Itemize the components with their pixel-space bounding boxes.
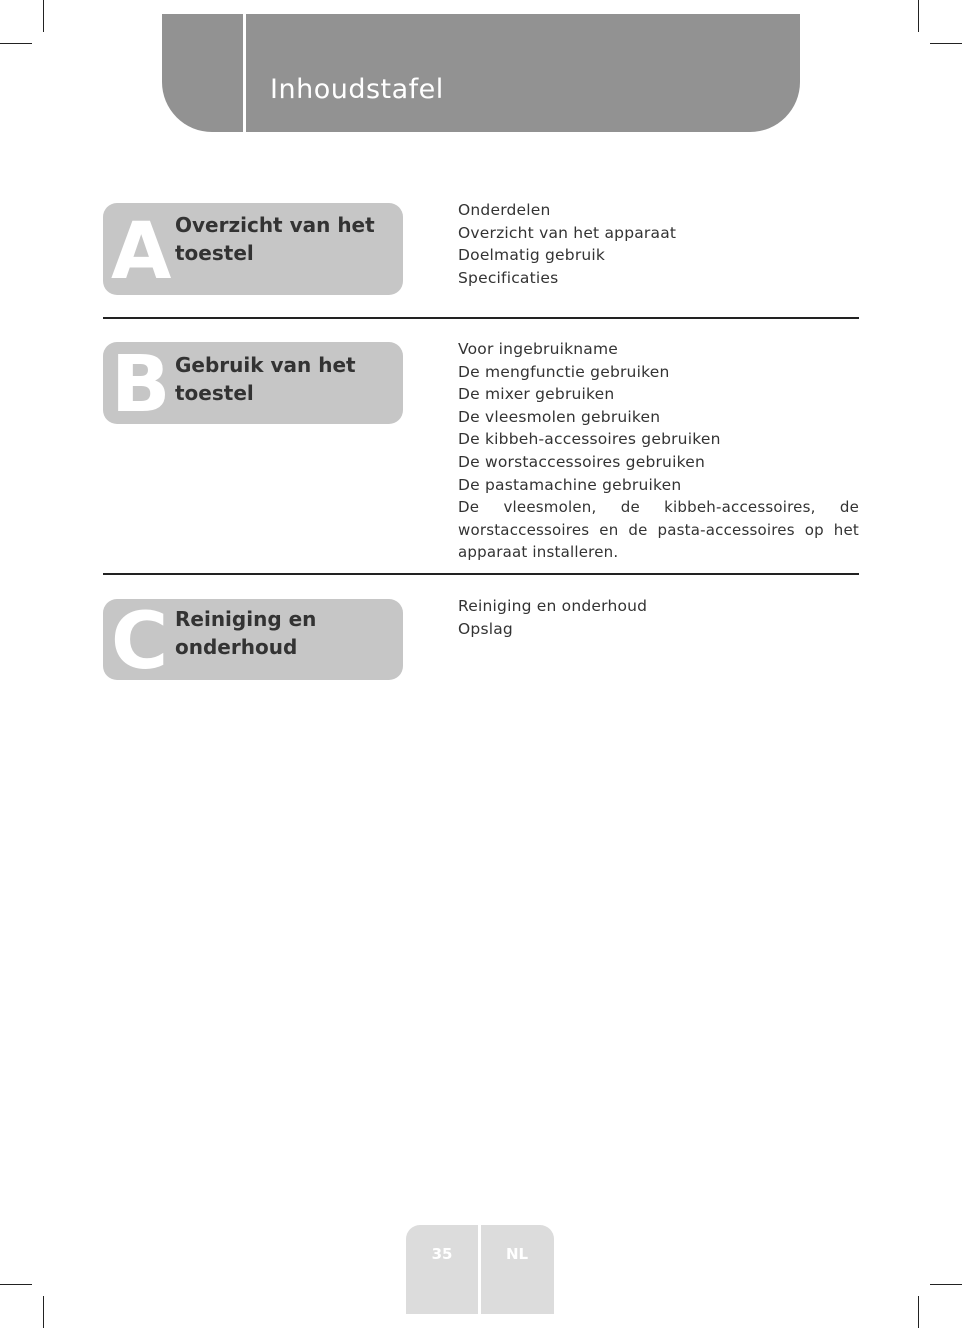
list-item: De worstaccessoires gebruiken bbox=[458, 452, 705, 471]
page-title: Inhoudstafel bbox=[270, 74, 444, 105]
language-code: NL bbox=[505, 1245, 529, 1263]
list-item: Overzicht van het apparaat bbox=[458, 223, 677, 242]
section-a-title: Overzicht van het toestel bbox=[175, 213, 375, 265]
list-item: Specificaties bbox=[458, 268, 559, 287]
footer-divider bbox=[478, 1225, 481, 1314]
header-tab bbox=[162, 14, 800, 132]
section-b-title: Gebruik van het toestel bbox=[175, 353, 356, 405]
section-c-title: Reiniging en onderhoud bbox=[175, 607, 317, 659]
crop-mark bbox=[43, 1296, 44, 1328]
list-item: Onderdelen bbox=[458, 201, 551, 219]
crop-mark bbox=[930, 43, 962, 44]
section-a-letter: A bbox=[111, 207, 172, 297]
crop-mark bbox=[918, 1296, 919, 1328]
list-item: De vleesmolen gebruiken bbox=[458, 407, 661, 426]
section-divider bbox=[103, 573, 859, 575]
page-number: 35 bbox=[431, 1245, 453, 1263]
section-c-box bbox=[103, 597, 403, 687]
list-item: Doelmatig gebruik bbox=[458, 246, 606, 265]
list-item: Voor ingebruikname bbox=[458, 340, 619, 358]
crop-mark bbox=[43, 0, 44, 32]
section-divider bbox=[103, 317, 859, 319]
crop-mark bbox=[0, 1284, 32, 1285]
crop-mark bbox=[930, 1284, 962, 1285]
list-item: De pastamachine gebruiken bbox=[458, 475, 682, 494]
list-item: De kibbeh-accessoires gebruiken bbox=[458, 430, 721, 449]
list-item: Opslag bbox=[458, 619, 513, 638]
list-item: De mengfunctie gebruiken bbox=[458, 362, 670, 381]
section-b-topics bbox=[458, 338, 859, 564]
section-c-letter: C bbox=[111, 597, 169, 687]
section-a-box bbox=[103, 203, 403, 295]
section-b-letter: B bbox=[111, 340, 171, 430]
header-divider bbox=[243, 14, 246, 132]
crop-mark bbox=[0, 43, 32, 44]
section-a-topics bbox=[458, 199, 859, 289]
section-b-box bbox=[103, 340, 403, 430]
list-item: De vleesmolen, de kibbeh-accessoires, de worstaccessoires en de pasta-accessoires op het apparaat installeren. bbox=[458, 498, 859, 562]
section-c-topics bbox=[458, 595, 859, 640]
crop-mark bbox=[918, 0, 919, 32]
list-item: Reiniging en onderhoud bbox=[458, 597, 648, 615]
list-item: De mixer gebruiken bbox=[458, 385, 615, 404]
